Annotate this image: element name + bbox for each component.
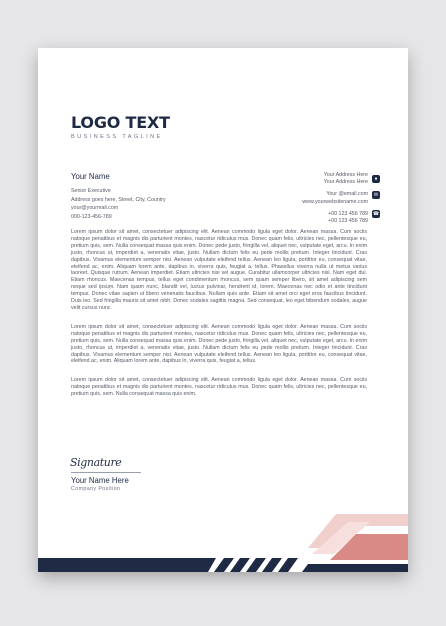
sender-email: your@yourmail.com — [71, 205, 119, 211]
letterhead-page — [38, 48, 408, 572]
footer-navy-stripe — [214, 558, 234, 572]
signature-line — [71, 472, 141, 473]
signature-script: Signature — [70, 456, 122, 469]
sender-phone: 000-123-456-789 — [71, 213, 112, 220]
contact-email: Your @email.com — [326, 191, 368, 198]
contact-address-line: Your Address Here — [323, 179, 368, 186]
contact-web — [302, 191, 368, 205]
logo-title: LOGO TEXT — [71, 113, 170, 132]
signer-block — [71, 476, 129, 492]
sender-block — [71, 172, 166, 221]
signer-position: Company Position — [71, 486, 121, 492]
signer-name: Your Name Here — [71, 476, 129, 485]
footer-navy-band — [302, 564, 408, 572]
mail-icon: ✉ — [373, 192, 379, 198]
phone-icon: ☎ — [372, 211, 380, 217]
logo-tagline: BUSINESS TAGLINE — [71, 134, 163, 140]
contact-phones — [302, 211, 368, 225]
contact-phone: +00 123 456 789 — [328, 218, 368, 225]
contact-phone: +00 123 456 789 — [328, 210, 368, 217]
footer-decoration — [38, 508, 408, 572]
footer-navy-stripe — [230, 558, 250, 572]
sender-title: Senior Executive — [71, 188, 111, 194]
body-paragraph: Lorem ipsum dolor sit amet, consectetuer adipiscing elit. Aenean commodo ligula eget dolor. Aenean massa. Cum sociis natoque penatibus et magnis dis parturient montes, nascetur ridiculus mus. Donec quam felis, ultricies nec, pellentesque eu, pretium quis, sem. Nulla consequat massa quis enim. — [71, 377, 367, 398]
footer-navy-stripe — [246, 558, 266, 572]
contact-block — [302, 172, 368, 228]
contact-address — [302, 172, 368, 186]
body-paragraph: Lorem ipsum dolor sit amet, consectetuer adipiscing elit. Aenean commodo ligula eget dolor. Aenean massa. Cum sociis natoque penatibus et magnis dis parturient montes, nascetur ridiculus mus. Donec quam felis, ultricies nec, pellentesque eu, pretium quis, sem. Nulla consequat massa quis enim. Donec pede justo, fringilla vel, aliquet nec, vulputate eget, arcu. In enim justo, rhoncus ut, imperdiet a, venenatis vitae, justo. Nullam dictum felis eu pede mollis pretium. Integer tincidunt. Cras dapibus. Vivamus elementum semper nisi. Aenean vulputate eleifend tellus. Aenean leo ligula, porttitor eu, consequat vitae, eleifend ac, enim. Aliquam lorem ante, dapibus in, viverra quis, feugiat a, tellus. Phasellus viverra nulla ut metus varius laoreet. Quisque rutrum. Aenean imperdiet. Etiam ultricies nisi vel augue. Curabitur ullamcorper ultricies nisi. Nam eget dui. Etiam rhoncus. Maecenas tempus, tellus eget condimentum rhoncus, sem quam semper libero, sit amet adipiscing sem neque sed ipsum. Nam quam nunc, blandit vel, luctus pulvinar, hendrerit id, lorem. Maecenas nec odio et ante tincidunt tempus. Donec vitae sapien ut libero venenatis faucibus. Nullam quis ante. Etiam sit amet orci eget eros faucibus tincidunt. Duis leo. Sed fringilla mauris sit amet nibh. Donec sodales sagittis magna. Sed consequat, leo eget bibendum sodales, augue velit cursus nunc. — [71, 229, 367, 311]
location-icon: ● — [372, 175, 380, 183]
sender-address: Address goes here, Street, City, Country — [71, 196, 166, 203]
contact-address-line: Your Address Here — [323, 172, 368, 178]
footer-navy-stripe — [262, 558, 282, 572]
body-paragraph: Lorem ipsum dolor sit amet, consectetuer adipiscing elit. Aenean commodo ligula eget dolor. Aenean massa. Cum sociis natoque penatibus et magnis dis parturient montes, nascetur ridiculus mus. Donec quam felis, ultricies nec, pellentesque eu, pretium quis, sem. Nulla consequat massa quis enim. Donec pede justo, fringilla vel, aliquet nec, vulputate eget, arcu. In enim justo, rhoncus ut, imperdiet a, venenatis vitae, justo. Nullam dictum felis eu pede mollis pretium. Integer tincidunt. Cras dapibus. Vivamus elementum semper nisi. Aenean vulputate eleifend tellus. Aenean leo ligula, porttitor eu, consequat vitae, eleifend ac, enim. Aliquam lorem ante, dapibus in, viverra quis, feugiat a, tellus. — [71, 323, 367, 365]
logo — [71, 114, 170, 140]
footer-navy-band — [38, 558, 216, 572]
footer-navy-stripe — [278, 558, 298, 572]
letter-body — [71, 229, 367, 410]
contact-website: www.yourwebsitename.com — [302, 198, 368, 205]
sender-name: Your Name — [71, 172, 110, 181]
